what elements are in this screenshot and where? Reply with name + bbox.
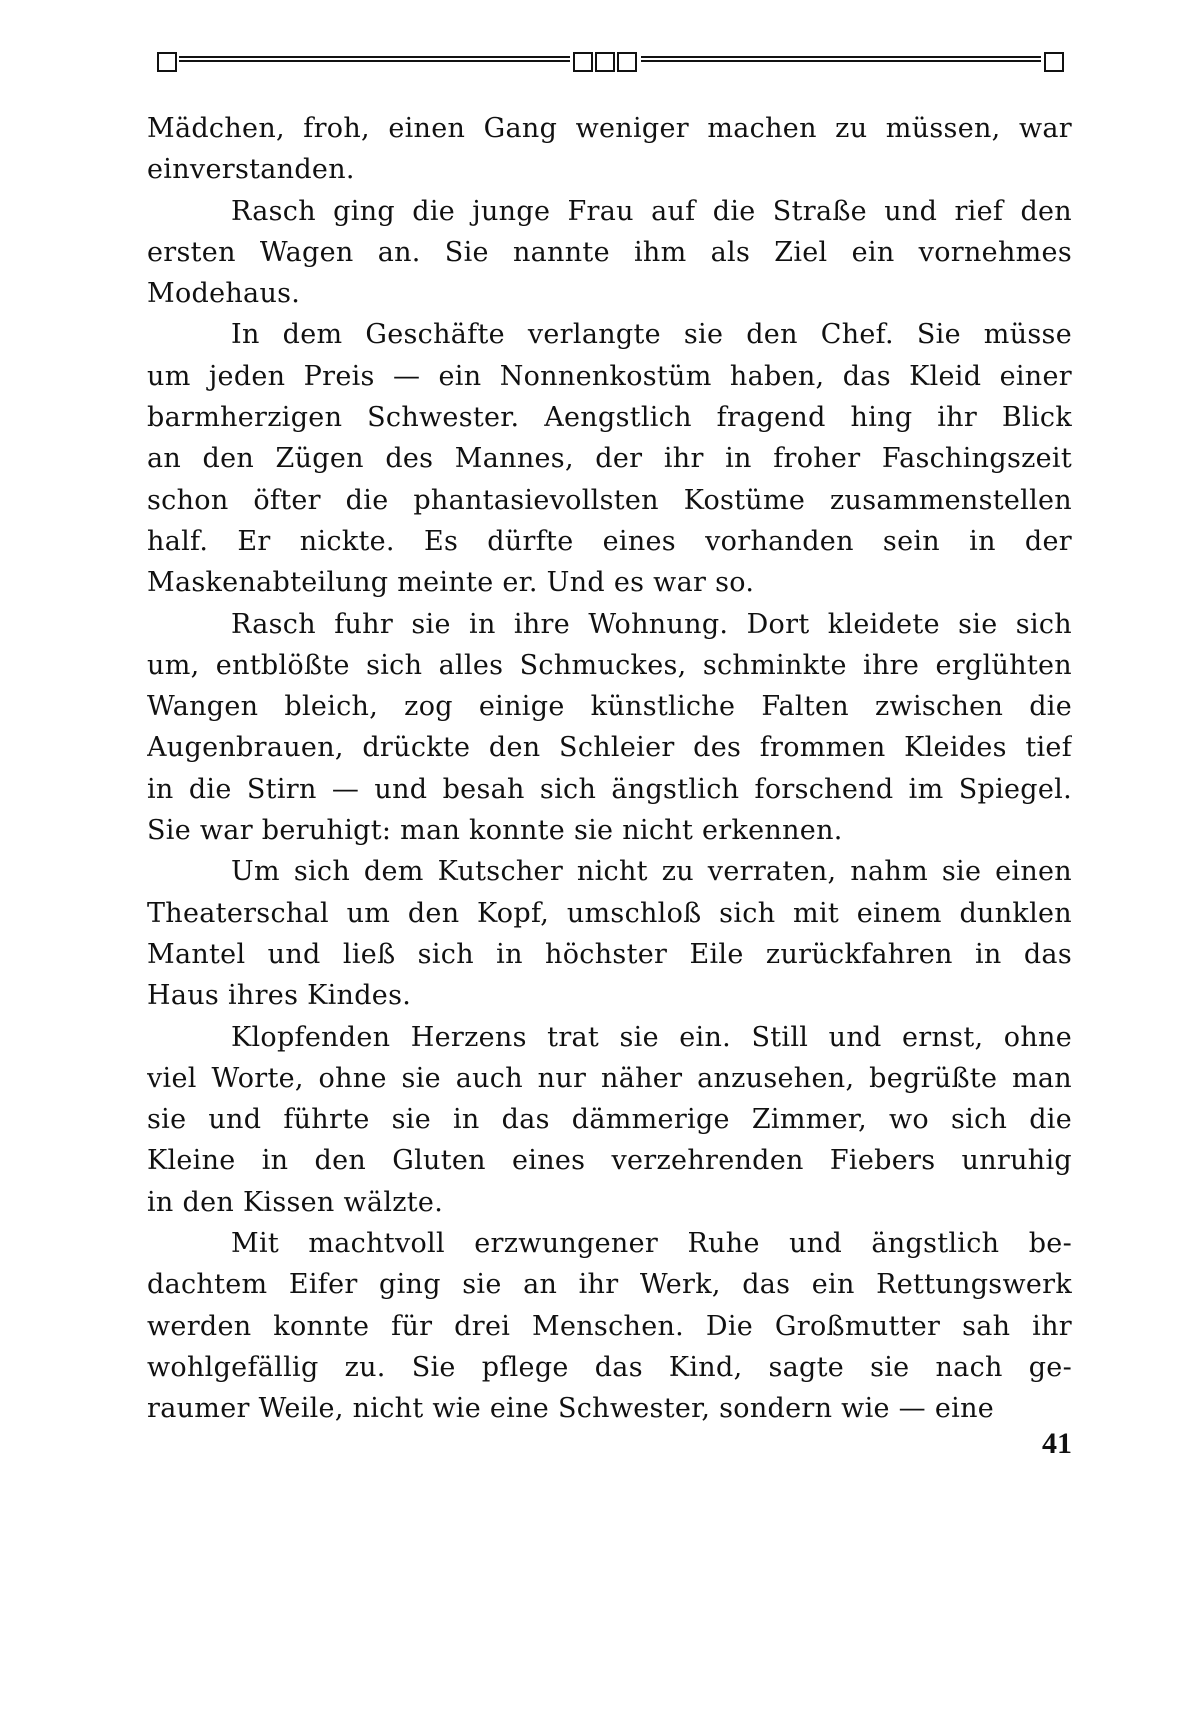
- text-line: Mädchen, froh, einen Gang weniger machen zu müssen, war: [147, 113, 1072, 144]
- ornament-box: [573, 52, 593, 72]
- text-line: barmherzigen Schwester. Aengstlich fragend hing ihr Blick: [147, 402, 1072, 434]
- text-line: raumer Weile, nicht wie eine Schwester, sondern wie — eine: [147, 1393, 995, 1425]
- ornament-box: [157, 52, 177, 72]
- ornament-rule: [641, 56, 1041, 62]
- text-line: In dem Geschäfte verlangte sie den Chef. Sie müsse: [231, 319, 1072, 351]
- text-line: Maskenabteilung meinte er. Und es war so.: [147, 567, 755, 599]
- text-line: viel Worte, ohne sie auch nur näher anzusehen, begrüßte man: [147, 1062, 1072, 1094]
- ornament-box: [617, 52, 637, 72]
- text-line: Augenbrauen, drückte den Schleier des frommen Kleides tief: [147, 732, 1072, 764]
- text-line: an den Zügen des Mannes, der ihr in froher Faschingszeit: [147, 443, 1072, 475]
- text-line: in den Kissen wälzte.: [147, 1186, 444, 1218]
- body-text: [147, 108, 1072, 1430]
- text-line: Mantel und ließ sich in höchster Eile zurückfahren in das: [147, 938, 1072, 970]
- text-line: Theaterschal um den Kopf, umschloß sich mit einem dunklen: [147, 897, 1072, 929]
- text-line: in die Stirn — und besah sich ängstlich forschend im Spiegel.: [147, 773, 1072, 805]
- text-line: werden konnte für drei Menschen. Die Großmutter sah ihr: [147, 1310, 1072, 1342]
- text-line: Sie war beruhigt: man konnte sie nicht erkennen.: [147, 815, 843, 847]
- ornament-rule: [179, 56, 570, 62]
- text-line: Kleine in den Gluten eines verzehrenden Fiebers unruhig: [147, 1145, 1072, 1177]
- text-line: Haus ihres Kindes.: [147, 980, 412, 1012]
- text-line: Modehaus.: [147, 278, 301, 310]
- text-line: Rasch fuhr sie in ihre Wohnung. Dort kleidete sie sich: [231, 608, 1072, 640]
- text-line: um, entblößte sich alles Schmuckes, schminkte ihre erglühten: [147, 649, 1072, 681]
- text-line: half. Er nickte. Es dürfte eines vorhanden sein in der: [147, 525, 1072, 557]
- text-line: Mit machtvoll erzwungener Ruhe und ängstlich be-: [231, 1228, 1072, 1260]
- page-number: 41: [1042, 1427, 1072, 1460]
- ornament-box: [595, 52, 615, 72]
- text-line: wohlgefällig zu. Sie pflege das Kind, sagte sie nach ge-: [147, 1351, 1072, 1383]
- text-line: Wangen bleich, zog einige künstliche Falten zwischen die: [147, 691, 1072, 723]
- text-line: Klopfenden Herzens trat sie ein. Still und ernst, ohne: [231, 1021, 1072, 1053]
- text-line: Um sich dem Kutscher nicht zu verraten, nahm sie einen: [231, 856, 1072, 888]
- text-line: um jeden Preis — ein Nonnenkostüm haben, das Kleid einer: [147, 360, 1072, 392]
- text-line: Rasch ging die junge Frau auf die Straße und rief den: [231, 195, 1072, 227]
- header-ornament: [157, 52, 1064, 74]
- text-line: ersten Wagen an. Sie nannte ihm als Ziel ein vornehmes: [147, 236, 1072, 268]
- text-line: schon öfter die phantasievollsten Kostüme zusammenstellen: [147, 484, 1072, 516]
- ornament-box: [1044, 52, 1064, 72]
- text-line: dachtem Eifer ging sie an ihr Werk, das ein Rettungswerk: [147, 1269, 1072, 1301]
- text-line: einverstanden.: [147, 154, 355, 186]
- text-line: sie und führte sie in das dämmerige Zimmer, wo sich die: [147, 1104, 1072, 1136]
